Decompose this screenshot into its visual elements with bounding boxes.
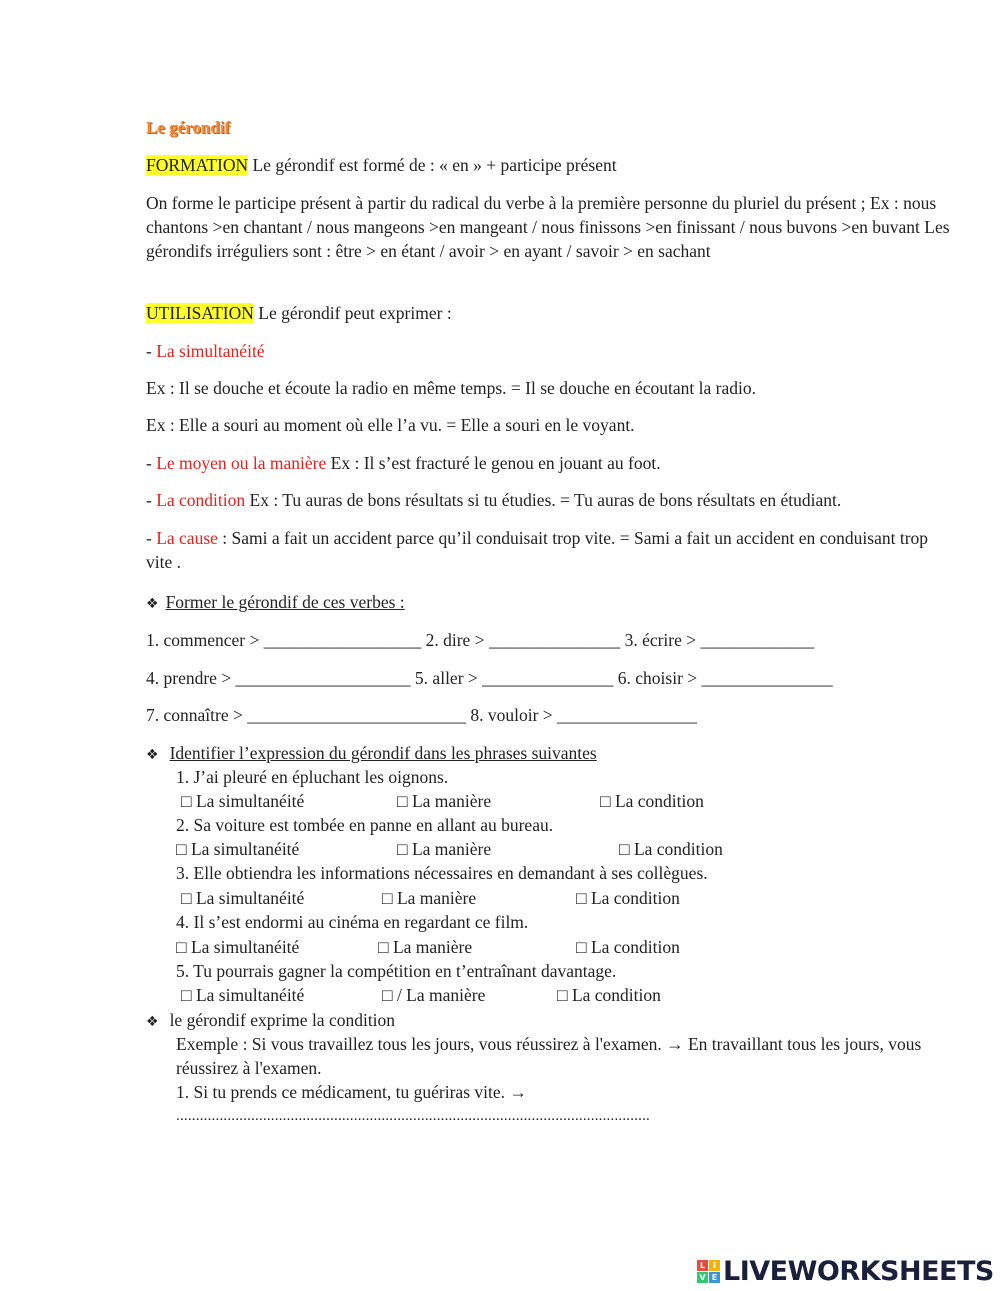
option-condition[interactable]: □ La condition (557, 985, 661, 1005)
dash: - (146, 490, 157, 510)
option-maniere[interactable]: □ La manière (378, 937, 473, 957)
exercise2-heading (146, 741, 597, 767)
exercise3-question-1: 1. Si tu prends ce médicament, tu guériras vite. → (176, 1082, 527, 1102)
cause-example: : Sami a fait un accident parce qu’il conduisait trop vite. = Sami a fait un accident en conduisant trop vite . (146, 528, 929, 572)
formation-line (146, 153, 617, 177)
dash: - (146, 453, 157, 473)
condition-label: La condition (156, 490, 246, 510)
option-condition[interactable]: □ La condition (576, 888, 680, 908)
exercise1-row2[interactable]: 4. prendre > ____________________ 5. aller > _______________ 6. choisir > _______________ (146, 668, 833, 688)
question-4: 4. Il s’est endormi au cinéma en regardant ce film. (176, 912, 529, 932)
formation-paragraph: On forme le participe présent à partir du radical du verbe à la première personne du pluriel du présent ; Ex : nous chantons >en chantant / nous mangeons >en mangeant / nous finissons >en finissant / nous buvons >en buvant Les gérondifs irréguliers sont : être > en étant / avoir > en ayant / savoir > en sachant (146, 193, 950, 261)
option-maniere[interactable]: □ La manière (397, 839, 492, 859)
logo-square: I (709, 1260, 720, 1271)
liveworksheets-logo (697, 1254, 994, 1288)
diamond-bullet-icon: ❖ (146, 596, 159, 612)
example-1: Ex : Il se douche et écoute la radio en même temps. = Il se douche en écoutant la radio. (146, 378, 756, 398)
dash: - (146, 528, 157, 548)
option-maniere[interactable]: □ La manière (382, 888, 477, 908)
exercise1-row3[interactable]: 7. connaître > _________________________ 8. vouloir > ________________ (146, 705, 698, 725)
formation-label: FORMATION (146, 155, 249, 175)
utilisation-line (146, 301, 452, 325)
diamond-bullet-icon: ❖ (146, 747, 159, 763)
dash: - (146, 341, 157, 361)
use-simultaneite (146, 339, 265, 363)
option-simultaneite[interactable]: □ La simultanéité (181, 985, 305, 1005)
moyen-label: Le moyen ou la manière (156, 453, 327, 473)
use-condition (146, 488, 841, 512)
exercise1-heading (146, 590, 405, 616)
moyen-example: Ex : Il s’est fracturé le genou en jouant au foot. (326, 453, 661, 473)
diamond-bullet-icon: ❖ (146, 1014, 159, 1030)
condition-example: Ex : Tu auras de bons résultats si tu étudies. = Tu auras de bons résultats en étudiant. (245, 490, 842, 510)
option-condition[interactable]: □ La condition (600, 791, 704, 811)
exercise1-title: Former le gérondif de ces verbes : (165, 592, 405, 612)
answer-dotted-line[interactable]: ........................................................................................................................ (176, 1108, 650, 1124)
use-cause (146, 526, 946, 574)
utilisation-text: Le gérondif peut exprimer : (253, 303, 452, 323)
exercise3-heading (146, 1008, 395, 1034)
exercise2-title: Identifier l’expression du gérondif dans les phrases suivantes (169, 743, 597, 763)
option-condition[interactable]: □ La condition (576, 937, 680, 957)
utilisation-label: UTILISATION (146, 303, 254, 323)
example-2: Ex : Elle a souri au moment où elle l’a vu. = Elle a souri en le voyant. (146, 415, 635, 435)
option-maniere[interactable]: □ / La manière (382, 985, 486, 1005)
exercise3-example: Exemple : Si vous travaillez tous les jours, vous réussirez à l'examen. → En travaillant tous les jours, vous réussirez à l'examen. (176, 1034, 922, 1078)
use-moyen (146, 451, 661, 475)
option-simultaneite[interactable]: □ La simultanéité (181, 791, 305, 811)
option-simultaneite[interactable]: □ La simultanéité (176, 937, 300, 957)
question-5: 5. Tu pourrais gagner la compétition en t’entraînant davantage. (176, 961, 617, 981)
option-simultaneite[interactable]: □ La simultanéité (181, 888, 305, 908)
logo-square: E (709, 1272, 720, 1283)
exercise3-title: le gérondif exprime la condition (169, 1010, 396, 1030)
option-condition[interactable]: □ La condition (619, 839, 723, 859)
logo-square: L (697, 1260, 708, 1271)
exercise1-row1[interactable]: 1. commencer > __________________ 2. dire > _______________ 3. écrire > _____________ (146, 630, 815, 650)
formation-text: Le gérondif est formé de : « en » + participe présent (248, 155, 617, 175)
option-maniere[interactable]: □ La manière (397, 791, 492, 811)
question-1: 1. J’ai pleuré en épluchant les oignons. (176, 767, 449, 787)
logo-text: LIVEWORKSHEETS (723, 1255, 994, 1287)
page-title: Le gérondif (146, 118, 231, 137)
question-2: 2. Sa voiture est tombée en panne en allant au bureau. (176, 815, 554, 835)
option-simultaneite[interactable]: □ La simultanéité (176, 839, 300, 859)
logo-squares-icon (697, 1260, 720, 1283)
simultaneite-label: La simultanéité (156, 341, 265, 361)
cause-label: La cause (156, 528, 218, 548)
question-3: 3. Elle obtiendra les informations nécessaires en demandant à ses collègues. (176, 863, 708, 883)
logo-square: V (697, 1272, 708, 1283)
